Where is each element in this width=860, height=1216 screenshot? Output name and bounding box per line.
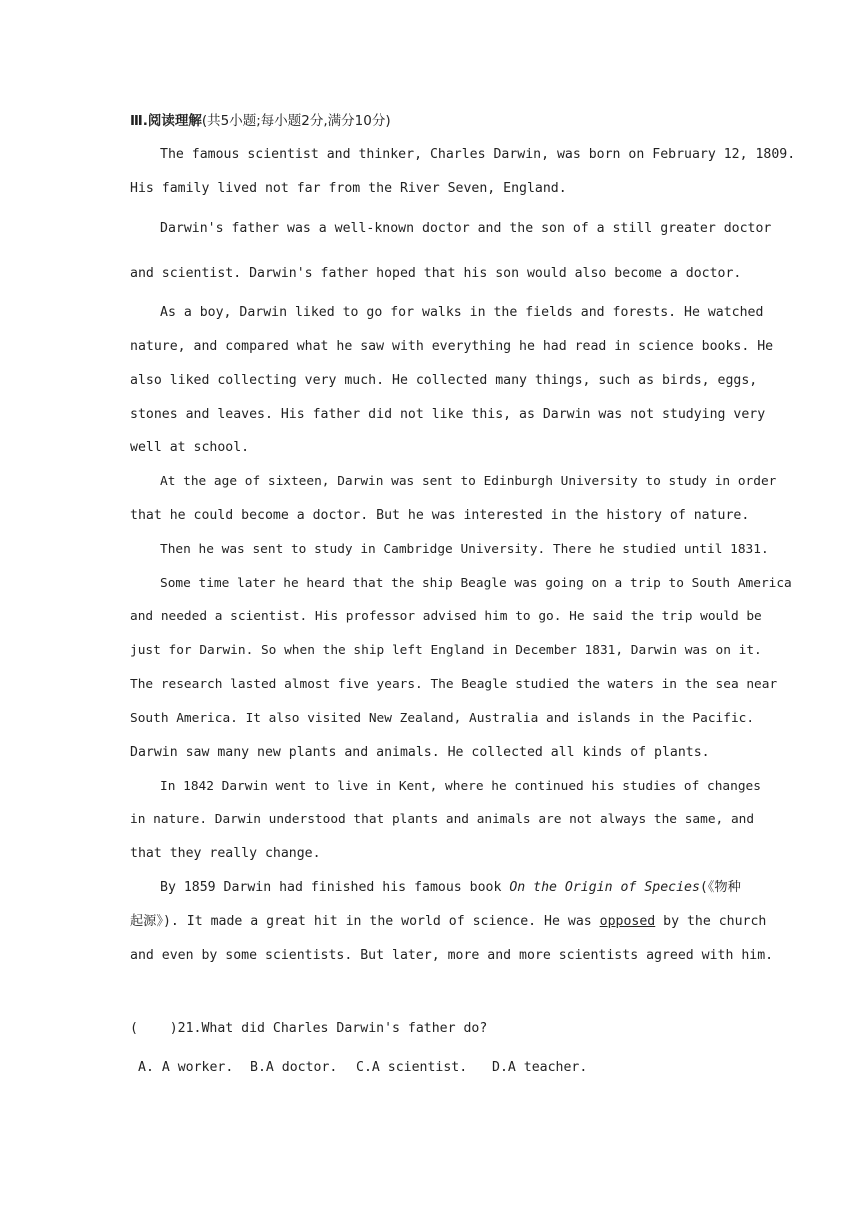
passage-line: and needed a scientist. His professor advised him to go. He said the trip would be (130, 609, 762, 624)
section-heading (130, 112, 730, 130)
option-d[interactable]: D.A teacher. (492, 1060, 588, 1075)
passage-line: also liked collecting very much. He collected many things, such as birds, eggs, (130, 373, 758, 388)
passage-line: The research lasted almost five years. The Beagle studied the waters in the sea near (130, 677, 778, 692)
option-a[interactable]: A. A worker. (138, 1060, 234, 1075)
question-21 (130, 1020, 730, 1038)
passage-text: 起源》). It made a great hit in the world of science. He was (130, 914, 600, 929)
passage-line: As a boy, Darwin liked to go for walks in the fields and forests. He watched (160, 305, 764, 320)
passage-line: His family lived not far from the River Seven, England. (130, 181, 567, 196)
passage-line (130, 879, 741, 897)
passage-line: well at school. (130, 440, 250, 455)
passage-line: just for Darwin. So when the ship left England in December 1831, Darwin was on it. (130, 643, 762, 658)
passage-line: that he could become a doctor. But he was interested in the history of nature. (130, 508, 750, 523)
passage-line: In 1842 Darwin went to live in Kent, where he continued his studies of changes (160, 779, 761, 794)
passage-line: At the age of sixteen, Darwin was sent to Edinburgh University to study in order (160, 474, 777, 489)
question-text: 21.What did Charles Darwin's father do? (177, 1021, 488, 1036)
passage-text: by the church (655, 914, 767, 929)
passage-line: nature, and compared what he saw with everything he had read in science books. He (130, 339, 774, 354)
passage-line: Some time later he heard that the ship Beagle was going on a trip to South America (160, 576, 792, 591)
passage-line: Darwin saw many new plants and animals. He collected all kinds of plants. (130, 745, 710, 760)
passage-line: Darwin's father was a well-known doctor and the son of a still greater doctor (160, 221, 772, 236)
passage-line: The famous scientist and thinker, Charles Darwin, was born on February 12, 1809. (160, 147, 796, 162)
section-heading-title: Ⅲ.阅读理解 (130, 113, 202, 129)
passage-line (130, 913, 767, 931)
passage-line: and scientist. Darwin's father hoped that his son would also become a doctor. (130, 266, 742, 281)
option-b[interactable]: B.A doctor. (250, 1060, 338, 1075)
passage-line: that they really change. (130, 846, 321, 861)
passage-line: South America. It also visited New Zealand, Australia and islands in the Pacific. (130, 711, 755, 726)
passage-text: (《物种 (699, 880, 741, 895)
book-title: On the Origin of Species (509, 880, 700, 895)
answer-blank[interactable]: ( ) (130, 1021, 178, 1036)
section-heading-note: (共5小题;每小题2分,满分10分) (201, 113, 391, 129)
passage-line: and even by some scientists. But later, more and more scientists agreed with him. (130, 948, 774, 963)
option-c[interactable]: C.A scientist. (356, 1060, 468, 1075)
underlined-word: opposed (599, 914, 656, 929)
question-options (138, 1059, 738, 1077)
passage-line: stones and leaves. His father did not like this, as Darwin was not studying very (130, 407, 766, 422)
passage-line: Then he was sent to study in Cambridge University. There he studied until 1831. (160, 542, 769, 557)
passage-line: in nature. Darwin understood that plants and animals are not always the same, and (130, 812, 755, 827)
passage-text: By 1859 Darwin had finished his famous book (160, 880, 510, 895)
